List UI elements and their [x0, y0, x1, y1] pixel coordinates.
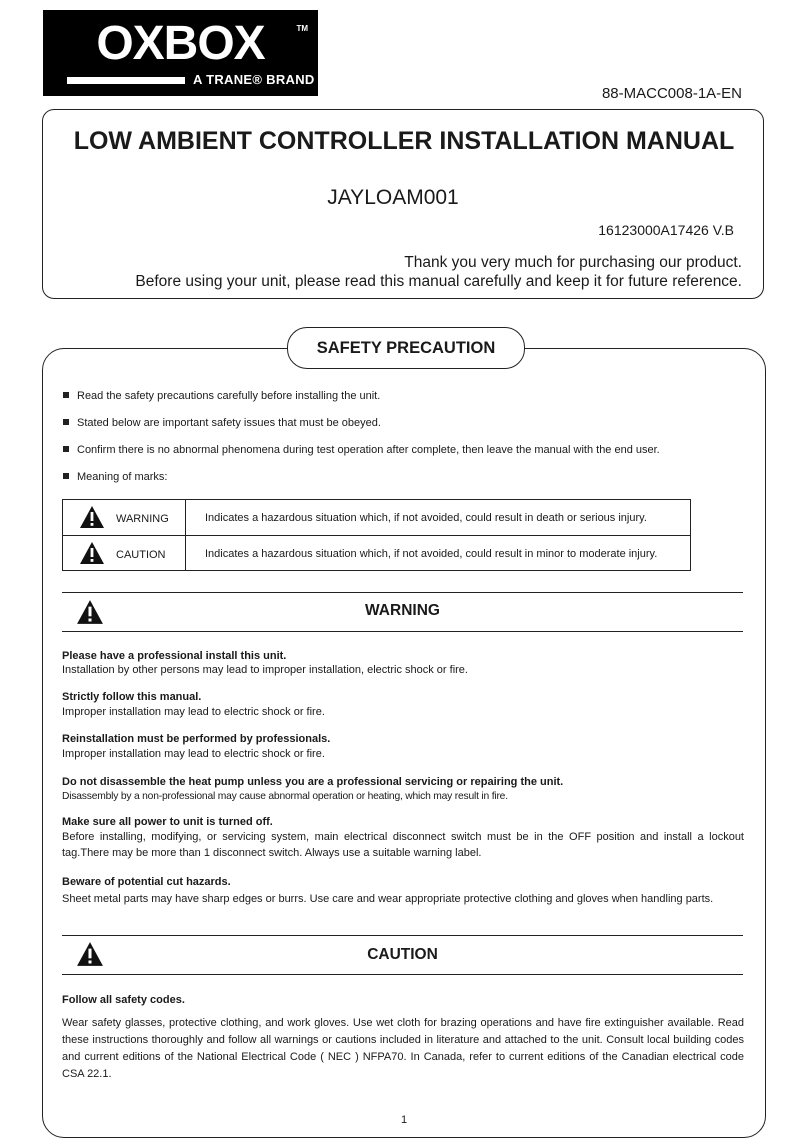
model-number: JAYLOAM001 — [327, 186, 459, 209]
warning-item-heading: Beware of potential cut hazards. — [62, 876, 231, 888]
marks-row-caution — [63, 535, 690, 571]
warning-item-body: Installation by other persons may lead to improper installation, electric shock or fire. — [62, 664, 468, 676]
thanks-line-1: Thank you very much for purchasing our product. — [404, 254, 742, 271]
page-number: 1 — [400, 1114, 408, 1126]
warning-item-heading: Reinstallation must be performed by professionals. — [62, 733, 331, 745]
caution-heading: Follow all safety codes. — [62, 994, 185, 1006]
warning-triangle-icon — [79, 541, 105, 565]
bullet-square-icon — [63, 473, 69, 479]
warning-item-body: Sheet metal parts may have sharp edges or burrs. Use care and wear appropriate protective clothing and gloves when handling parts. — [62, 893, 714, 905]
caution-rule-bottom — [62, 974, 743, 975]
warning-triangle-icon — [79, 505, 105, 529]
thanks-line-2: Before using your unit, please read this manual carefully and keep it for future reference. — [135, 273, 742, 290]
bullet-square-icon — [63, 392, 69, 398]
marks-row-warning — [63, 500, 690, 535]
caution-rule-top — [62, 935, 743, 936]
bullet-square-icon — [63, 446, 69, 452]
warning-rule-top — [62, 592, 743, 593]
warning-item-body: Improper installation may lead to electric shock or fire. — [62, 748, 325, 760]
warning-item-heading: Do not disassemble the heat pump unless you are a professional servicing or repairing the unit. — [62, 776, 564, 788]
safety-bullet: Stated below are important safety issues that must be obeyed. — [63, 417, 381, 429]
safety-bullet: Read the safety precautions carefully before installing the unit. — [63, 390, 380, 402]
bullet-square-icon — [63, 419, 69, 425]
oxbox-logo — [43, 10, 318, 96]
logo-wordmark: OXBOX — [96, 17, 265, 70]
warning-item-body: Before installing, modifying, or servicing system, main electrical disconnect switch must be in the OFF position and install a lockout tag.There may be more than 1 disconnect switch. Always use a suitable warning label. — [62, 831, 744, 859]
warning-section-title: WARNING — [365, 602, 440, 619]
marks-description: Indicates a hazardous situation which, if not avoided, could result in minor to moderate injury. — [205, 548, 658, 560]
marks-label: CAUTION — [116, 549, 166, 561]
warning-item-heading: Strictly follow this manual. — [62, 691, 202, 703]
warning-item-body: Disassembly by a non-professional may cause abnormal operation or heating, which may result in fire. — [62, 791, 508, 802]
page-title: LOW AMBIENT CONTROLLER INSTALLATION MANUAL — [73, 127, 735, 155]
warning-item-body: Improper installation may lead to electric shock or fire. — [62, 706, 325, 718]
safety-bullet: Meaning of marks: — [63, 471, 167, 483]
warning-item-heading: Please have a professional install this unit. — [62, 650, 287, 662]
safety-precaution-title: SAFETY PRECAUTION — [287, 327, 525, 369]
warning-item-heading: Make sure all power to unit is turned off. — [62, 816, 273, 828]
safety-bullet: Confirm there is no abnormal phenomena during test operation after complete, then leave the manual with the end user. — [63, 444, 660, 456]
logo-trademark: TM — [296, 24, 308, 33]
logo-bar — [67, 77, 185, 84]
document-number: 88-MACC008-1A-EN — [601, 85, 742, 102]
warning-rule-bottom — [62, 631, 743, 632]
marks-description: Indicates a hazardous situation which, if not avoided, could result in death or serious injury. — [205, 512, 647, 524]
marks-label: WARNING — [116, 513, 169, 525]
logo-brand-line: A TRANE® BRAND — [193, 72, 315, 87]
part-number: 16123000A17426 V.B — [598, 222, 734, 238]
caution-body: Wear safety glasses, protective clothing, and work gloves. Use wet cloth for brazing operations and have fire extinguisher available. Read these instructions thoroughly and follow all warnings or cautions included in literature and attached to the unit. Consult local building codes and current editions of the National Electrical Code ( NEC ) NFPA70. In Canada, refer to current editions of the Canadian electrical code CSA 22.1. — [62, 1017, 744, 1080]
caution-section-title: CAUTION — [367, 946, 438, 963]
marks-table — [62, 499, 691, 571]
